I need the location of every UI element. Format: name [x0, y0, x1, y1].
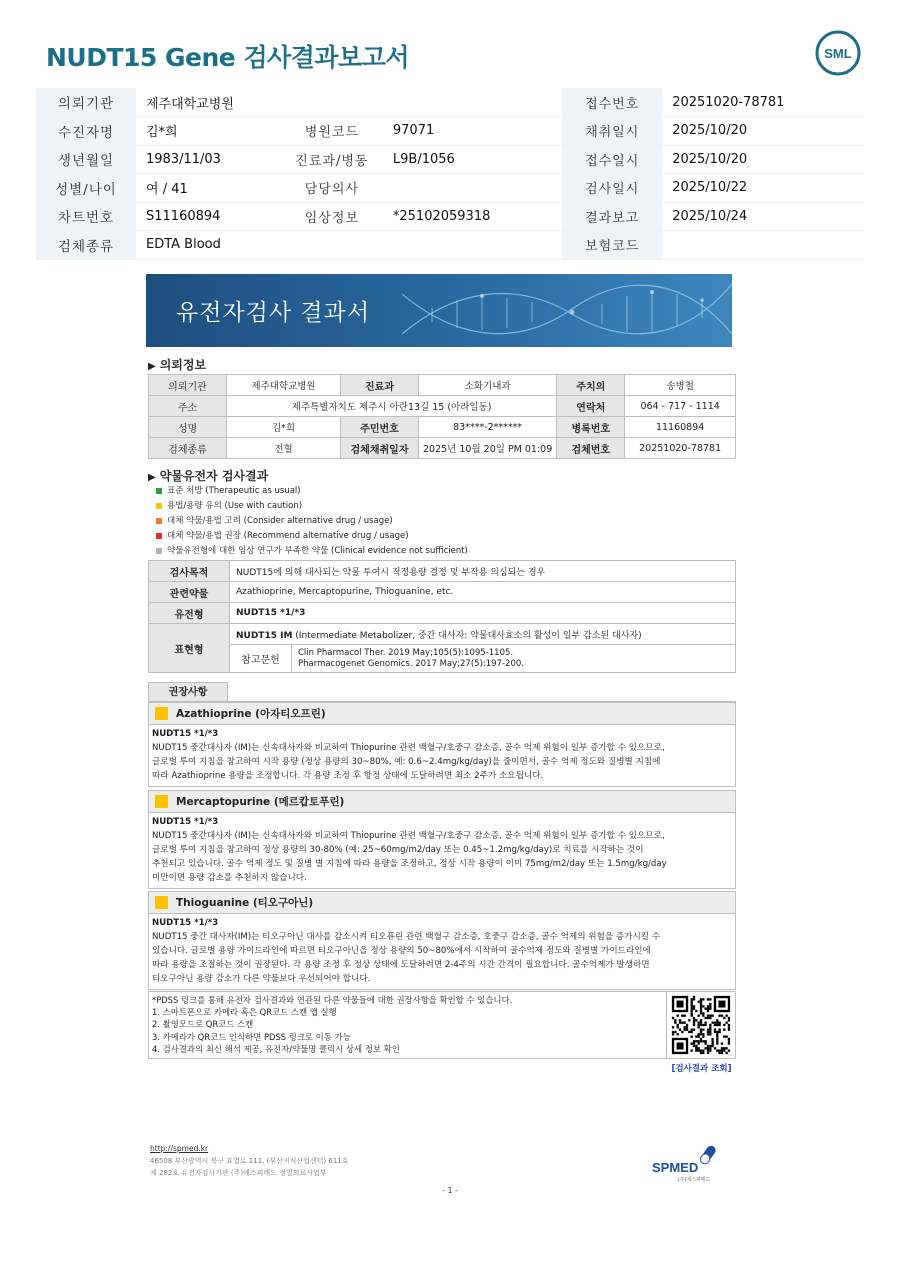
info-cell: 2025년 10월 20일 PM 01:09: [419, 438, 557, 459]
label-birth-date: 생년월일: [36, 145, 136, 174]
label-receipt-date: 접수일시: [562, 145, 662, 174]
section-result-heading: [148, 467, 268, 484]
info-cell: 83****-2******: [419, 417, 557, 438]
legend-square-icon: [156, 503, 162, 509]
legend-item: [156, 544, 468, 559]
info-cell: 전혈: [227, 438, 341, 459]
triangle-icon: ▶: [148, 472, 156, 483]
legend-label: 대체 약물/용법 권장 (Recommend alternative drug / usage): [167, 531, 409, 541]
info-cell: 성명: [149, 417, 227, 438]
caution-square-icon: [155, 896, 168, 909]
reference-list: [292, 645, 736, 673]
drug-heading: [149, 892, 735, 914]
table-row: [36, 88, 864, 117]
info-cell: 의뢰기관: [149, 375, 227, 396]
footer-url[interactable]: http://spmed.kr: [150, 1144, 209, 1153]
drug-recommendation-text: NUDT15 중간 대사자(IM)는 티오구아닌 대사를 감소시켜 티오퓨린 관련 백혈구 감소증, 호중구 감소증, 골수 억제의 위험을 증가시킬 수 있습니다. 글로벌 용량 가이드라인에 따르면 티오구아닌을 정상 용량의 50~80%에서 시작하여 골수억제 정도와 질병별 가이드라인에 따라 용량을 조절하는 것이 권장된다. 각 용량 조정 후 정상 상태에 도달하려면 2-4주의 시간 간격이 필요합니다. 골수억제가 발생하면 티오구아닌 용량 감소가 다른 약물보다 우선되어야 합니다.: [152, 932, 661, 984]
phenotype-description: (Intermediate Metabolizer, 중간 대사자: 약물대사효소의 활성이 일부 감소된 대사자): [292, 630, 642, 641]
legend-item: [156, 514, 468, 529]
caution-square-icon: [155, 795, 168, 808]
sml-logo: [815, 30, 861, 76]
info-cell: 제주특별자치도 제주시 아란13길 15 (아라일동): [227, 396, 557, 417]
info-cell: 소화기내과: [419, 375, 557, 396]
reference-item: Pharmacogenet Genomics. 2017 May;27(5):197-200.: [298, 658, 524, 669]
info-cell: 주치의: [557, 375, 625, 396]
reference-label: 참고문헌: [230, 645, 292, 673]
label-clinical-info: 임상정보: [281, 202, 383, 231]
value-physician: [383, 174, 562, 203]
request-info-table: [148, 374, 736, 459]
result-value: Azathioprine, Mercaptopurine, Thioguanine, etc.: [230, 582, 736, 603]
label-patient-name: 수진자명: [36, 117, 136, 146]
value-department-ward: L9B/1056: [383, 145, 562, 174]
value-specimen-type: EDTA Blood: [136, 231, 562, 260]
label-collection-date: 채취일시: [562, 117, 662, 146]
drug-genotype: NUDT15 *1/*3: [152, 918, 219, 928]
info-cell: 주소: [149, 396, 227, 417]
triangle-icon: ▶: [148, 361, 156, 372]
result-legend: [156, 484, 468, 559]
info-cell: 검체종류: [149, 438, 227, 459]
drug-genotype: NUDT15 *1/*3: [152, 817, 219, 827]
drug-rec-azathioprine: [148, 702, 736, 787]
drug-name: Mercaptopurine (메르캅토푸린): [176, 796, 345, 808]
value-receipt-date: 2025/10/20: [662, 145, 864, 174]
legend-square-icon: [156, 518, 162, 524]
drug-body: [149, 813, 735, 888]
test-result-table: [148, 560, 736, 673]
label-department-ward: 진료과/병동: [281, 145, 383, 174]
drug-body: [149, 914, 735, 989]
drug-heading: [149, 703, 735, 725]
label-insurance-code: 보험코드: [562, 231, 662, 260]
info-cell: 검체채취일자: [341, 438, 419, 459]
value-patient-name: 김*희: [136, 117, 281, 146]
value-result-report: 2025/10/24: [662, 202, 864, 231]
page-number: - 1 -: [442, 1186, 458, 1195]
spmed-logo: [652, 1142, 732, 1184]
legend-label: 대체 약물/용법 고려 (Consider alternative drug / usage): [167, 516, 393, 526]
info-cell: 20251020-78781: [625, 438, 736, 459]
info-cell: 진료과: [341, 375, 419, 396]
value-receipt-number: 20251020-78781: [662, 88, 864, 117]
table-row: [149, 561, 736, 582]
table-row: [149, 438, 736, 459]
report-banner: [146, 274, 732, 347]
value-clinical-info: *25102059318: [383, 202, 562, 231]
label-receipt-number: 접수번호: [562, 88, 662, 117]
table-row: [36, 231, 864, 260]
result-value: NUDT15에 의해 대사되는 약물 투여시 적정용량 결정 및 부작용 의심되는 경우: [230, 561, 736, 582]
value-birth-date: 1983/11/03: [136, 145, 281, 174]
legend-item: [156, 499, 468, 514]
label-requesting-institution: 의뢰기관: [36, 88, 136, 117]
table-row: [36, 202, 864, 231]
drug-rec-thioguanine: [148, 891, 736, 990]
dna-helix-icon: [402, 274, 732, 347]
legend-label: 약물유전형에 대한 임상 연구가 부족한 약물 (Clinical evidence not sufficient): [167, 546, 468, 556]
table-row: [149, 582, 736, 603]
result-label: 유전형: [149, 603, 230, 624]
reference-item: Clin Pharmacol Ther. 2019 May;105(5):1095-1105.: [298, 647, 514, 658]
phenotype-code: NUDT15 IM: [236, 630, 293, 641]
info-cell: 연락처: [557, 396, 625, 417]
legend-square-icon: [156, 548, 162, 554]
info-cell: 검체번호: [557, 438, 625, 459]
legend-item: [156, 529, 468, 544]
label-specimen-type: 검체종류: [36, 231, 136, 260]
info-cell: 제주대학교병원: [227, 375, 341, 396]
footer-address: 46508 부산광역시 북구 효열로 111, (부산지식산업센터) 611호 제 282호 유전자검사기관 (주)에스피메드 정밀의료사업부: [150, 1157, 349, 1177]
info-cell: 김*희: [227, 417, 341, 438]
section-request-info-title: 의뢰정보: [159, 358, 207, 372]
section-request-info-heading: [148, 356, 206, 373]
drug-recommendation-text: NUDT15 중간대사자 (IM)는 신속대사자와 비교하여 Thiopurine 관련 백혈구/호중구 감소증, 골수 억제 위험이 일부 증가할 수 있으므로, 글로벌 투여 지침을 참고하여 정상 용량의 30-80% (예: 25~60mg/m2/day 또는 0.45~1.2mg/kg/day)로 치료를 시작하는 것이 추천되고 있습니다. 골수 억제 정도 및 질병 별 지침에 따라 용량을 조정하고, 정상 시작 용량이 이미 75mg/m2/day 또는 1.5mg/kg/day 미만이면 용량 감소를 추천하지 않습니다.: [152, 831, 667, 883]
info-cell: 병록번호: [557, 417, 625, 438]
patient-info-table: [36, 88, 864, 260]
value-sex-age: 여 / 41: [136, 174, 281, 203]
value-test-date: 2025/10/22: [662, 174, 864, 203]
table-row: [36, 117, 864, 146]
value-collection-date: 2025/10/20: [662, 117, 864, 146]
phenotype-value: [230, 624, 736, 645]
result-label: 표현형: [149, 624, 230, 673]
table-row: [36, 145, 864, 174]
genotype-value: NUDT15 *1/*3: [230, 603, 736, 624]
label-result-report: 결과보고: [562, 202, 662, 231]
spmed-logo-subtext: (주)에스피메드: [678, 1177, 711, 1183]
result-label: 검사목적: [149, 561, 230, 582]
spmed-logo-text: SPMED: [652, 1160, 699, 1175]
banner-title: 유전자검사 결과서: [176, 300, 371, 326]
recommendation-tab: 권장사항: [148, 682, 228, 702]
pdss-instructions: *PDSS 링크를 통해 유전자 검사결과와 연관된 다른 약물들에 대한 권장사항을 확인할 수 있습니다. 1. 스마트폰으로 카메라 혹은 QR코드 스캔 앱 실행 2. 촬영모드로 QR코드 스캔 3. 카메라가 QR코드 인식하면 PDSS 링크로 이동 가능 4. 검사결과의 최신 해석 제공, 유전자/약물명 클릭시 상세 정보 확인: [148, 991, 667, 1059]
table-row: [149, 396, 736, 417]
legend-label: 표준 처방 (Therapeutic as usual): [167, 486, 301, 496]
legend-label: 용법/용량 유의 (Use with caution): [167, 501, 303, 511]
value-hospital-code: 97071: [383, 117, 562, 146]
info-cell: 송병철: [625, 375, 736, 396]
legend-square-icon: [156, 488, 162, 494]
legend-item: [156, 484, 468, 499]
drug-body: [149, 725, 735, 786]
result-lookup-link[interactable]: [검사결과 조회]: [671, 1064, 732, 1074]
table-row: [149, 417, 736, 438]
label-test-date: 검사일시: [562, 174, 662, 203]
info-cell: 11160894: [625, 417, 736, 438]
value-insurance-code: [662, 231, 864, 260]
qr-code-icon[interactable]: [667, 991, 736, 1059]
value-chart-number: S11160894: [136, 202, 281, 231]
label-sex-age: 성별/나이: [36, 174, 136, 203]
page-title: NUDT15 Gene 검사결과보고서: [46, 43, 410, 72]
label-chart-number: 차트번호: [36, 202, 136, 231]
table-row: [36, 174, 864, 203]
label-hospital-code: 병원코드: [281, 117, 383, 146]
drug-recommendation-text: NUDT15 중간대사자 (IM)는 신속대사자와 비교하여 Thiopurine 관련 백혈구/호중구 감소증, 골수 억제 위험이 일부 증가할 수 있으므로, 글로벌 투여 지침을 참고하여 시작 용량 (정상 용량의 30~80%, 예: 0.6~2.4mg/kg/day)을 줄이면서, 골수 억제 정도와 질병별 지침에 따라 Azathioprine 용량을 조정합니다. 각 용량 조정 후 항정 상태에 도달하려면 최소 2주가 소요됩니다.: [152, 743, 665, 781]
table-row: [149, 645, 736, 673]
drug-genotype: NUDT15 *1/*3: [152, 729, 219, 739]
drug-name: Thioguanine (티오구아닌): [176, 897, 314, 909]
info-cell: 주민번호: [341, 417, 419, 438]
legend-square-icon: [156, 533, 162, 539]
sml-logo-text: SML: [824, 46, 852, 61]
table-row: [149, 624, 736, 645]
label-physician: 담당의사: [281, 174, 383, 203]
section-result-title: 약물유전자 검사결과: [159, 469, 269, 483]
result-label: 관련약물: [149, 582, 230, 603]
drug-name: Azathioprine (아자티오프린): [176, 708, 326, 720]
drug-rec-mercaptopurine: [148, 790, 736, 889]
table-row: [149, 375, 736, 396]
caution-square-icon: [155, 707, 168, 720]
drug-heading: [149, 791, 735, 813]
value-requesting-institution: 제주대학교병원: [136, 88, 562, 117]
table-row: [149, 603, 736, 624]
info-cell: 064 - 717 - 1114: [625, 396, 736, 417]
